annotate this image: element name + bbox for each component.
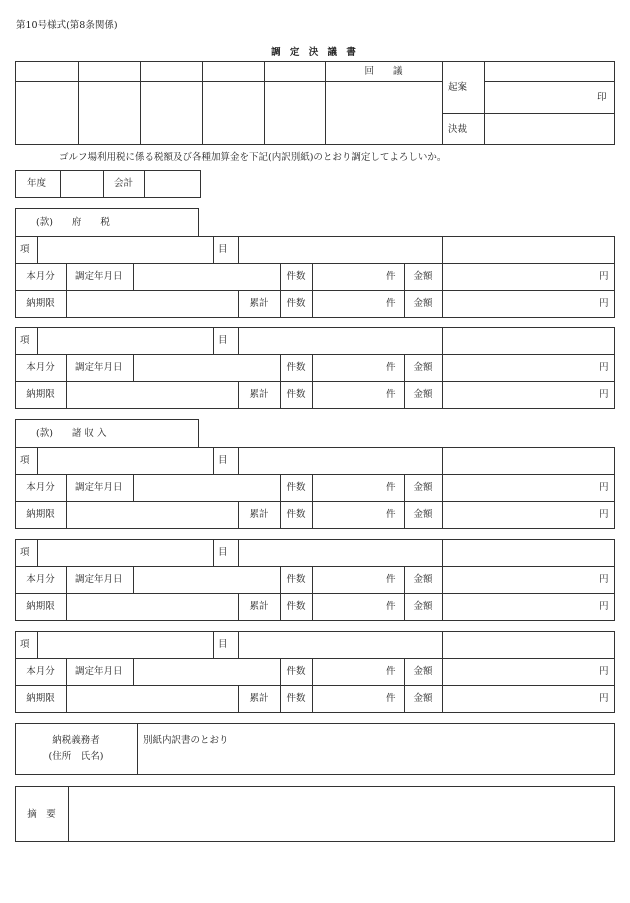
kaigi-label: 回 議 [364,66,403,77]
chotei-date-label: 調定年月日 [75,666,123,677]
account-label: 会計 [114,178,134,189]
kou-label: 項 [20,547,30,558]
chotei-date-label: 調定年月日 [75,362,123,373]
yen-unit: 円 [599,666,609,677]
ken-unit: 件 [386,362,396,373]
ken-unit: 件 [386,509,396,520]
chotei-date-label: 調定年月日 [75,574,123,585]
kingaku-label: 金額 [413,482,433,493]
kensu-label: 件数 [286,298,306,309]
ruikei-label: 累計 [249,298,269,309]
ken-unit: 件 [386,574,396,585]
kingaku-label: 金額 [413,693,433,704]
chotei-date-label: 調定年月日 [75,482,123,493]
kensu-label: 件数 [286,574,306,585]
section-header-text: (款) 諸 収 入 [36,428,107,439]
yen-unit: 円 [599,298,609,309]
ruikei-label: 累計 [249,693,269,704]
kensu-label: 件数 [286,389,306,400]
yen-unit: 円 [599,693,609,704]
kensu-label: 件数 [286,482,306,493]
ken-unit: 件 [386,389,396,400]
kensu-label: 件数 [286,601,306,612]
ruikei-label: 累計 [249,601,269,612]
nouki-label: 納期限 [26,298,55,309]
kensu-label: 件数 [286,693,306,704]
kingaku-label: 金額 [413,271,433,282]
kensu-label: 件数 [286,362,306,373]
year-label: 年度 [27,178,47,189]
yen-unit: 円 [599,389,609,400]
nouki-label: 納期限 [26,509,55,520]
taxpayer-label: 納税義務者 [52,735,100,746]
kensu-label: 件数 [286,509,306,520]
yen-unit: 円 [599,601,609,612]
nouki-label: 納期限 [26,693,55,704]
seal-label: 印 [597,92,607,103]
kensu-label: 件数 [286,666,306,677]
moku-label: 目 [218,335,228,346]
yen-unit: 円 [599,574,609,585]
kingaku-label: 金額 [413,362,433,373]
section-header-fuzei [15,208,199,236]
nouki-label: 納期限 [26,601,55,612]
moku-label: 目 [218,547,228,558]
honmonbun-label: 本月分 [26,482,55,493]
ken-unit: 件 [386,693,396,704]
honmonbun-label: 本月分 [26,574,55,585]
honmonbun-label: 本月分 [26,666,55,677]
kingaku-label: 金額 [413,509,433,520]
kou-label: 項 [20,455,30,466]
chotei-date-label: 調定年月日 [75,271,123,282]
taxpayer-sublabel: (住所 氏名) [48,751,104,762]
ruikei-label: 累計 [249,389,269,400]
kingaku-label: 金額 [413,389,433,400]
kensu-label: 件数 [286,271,306,282]
yen-unit: 円 [599,509,609,520]
page-title: 調 定 決 議 書 [271,47,359,58]
kingaku-label: 金額 [413,298,433,309]
section-header-shoshunyu [15,419,199,447]
yen-unit: 円 [599,271,609,282]
yen-unit: 円 [599,482,609,493]
kou-label: 項 [20,335,30,346]
kou-label: 項 [20,639,30,650]
yen-unit: 円 [599,362,609,373]
ken-unit: 件 [386,271,396,282]
ken-unit: 件 [386,601,396,612]
kessai-label: 決裁 [448,124,468,135]
moku-label: 目 [218,639,228,650]
honmonbun-label: 本月分 [26,271,55,282]
nouki-label: 納期限 [26,389,55,400]
kou-label: 項 [20,244,30,255]
ken-unit: 件 [386,666,396,677]
ruikei-label: 累計 [249,509,269,520]
ken-unit: 件 [386,482,396,493]
form-number: 第10号様式(第8条関係) [16,20,118,31]
section-header-text: (款) 府 税 [36,217,110,228]
honmonbun-label: 本月分 [26,362,55,373]
kingaku-label: 金額 [413,574,433,585]
taxpayer-value: 別紙内訳書のとおり [143,735,229,746]
moku-label: 目 [218,244,228,255]
kingaku-label: 金額 [413,666,433,677]
summary-label: 摘 要 [27,809,56,820]
kian-label: 起案 [448,82,468,93]
kingaku-label: 金額 [413,601,433,612]
moku-label: 目 [218,455,228,466]
ken-unit: 件 [386,298,396,309]
intro-text: ゴルフ場利用税に係る税額及び各種加算金を下記(内訳別紙)のとおり調定してよろしいか。 [59,152,447,163]
